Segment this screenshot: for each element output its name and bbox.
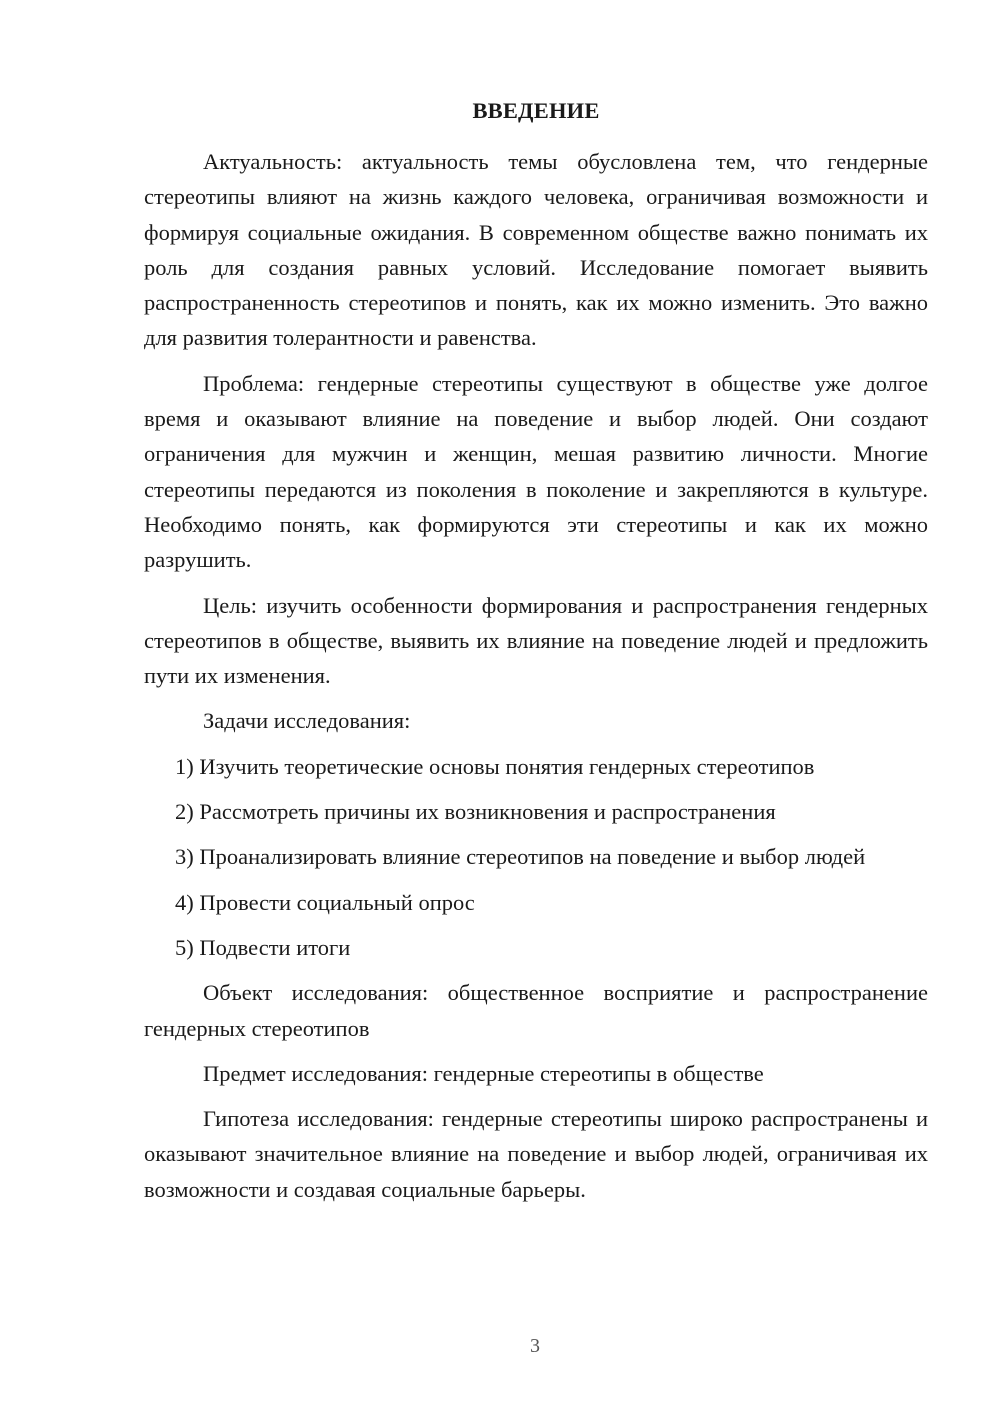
- tasks-list: [144, 749, 928, 965]
- hypothesis-paragraph: Гипотеза исследования: гендерные стереотипы широко распространены и оказывают значительное влияние на поведение и выбор людей, ограничивая их возможности и создавая социальные барьеры.: [144, 1106, 928, 1202]
- relevance-paragraph: Актуальность: актуальность темы обусловлена тем, что гендерные стереотипы влияют на жизнь каждого человека, ограничивая возможности и формируя социальные ожидания. В современном обществе важно понимать их роль для создания равных условий. Исследование помогает выявить распространенность стереотипов и понять, как их можно изменить. Это важно для развития толерантности и равенства.: [144, 149, 928, 351]
- problem-paragraph: Проблема: гендерные стереотипы существуют в обществе уже долгое время и оказывают влияние на поведение и выбор людей. Они создают ограничения для мужчин и женщин, мешая развитию личности. Многие стереотипы передаются из поколения в поколение и закрепляются в культуре. Необходимо понять, как формируются эти стереотипы и как их можно разрушить.: [144, 370, 928, 573]
- task-item: 3) Проанализировать влияние стереотипов на поведение и выбор людей: [175, 844, 866, 870]
- subject-paragraph: Предмет исследования: гендерные стереотипы в обществе: [203, 1060, 764, 1086]
- tasks-label: Задачи исследования:: [203, 708, 411, 734]
- page-number: 3: [530, 1335, 540, 1357]
- goal-paragraph: Цель: изучить особенности формирования и распространения гендерных стереотипов в обществе, выявить их влияние на поведение людей и предложить пути их изменения.: [144, 592, 928, 689]
- task-item: 5) Подвести итоги: [175, 934, 351, 960]
- object-paragraph: Объект исследования: общественное восприятие и распространение гендерных стереотипов: [144, 980, 928, 1041]
- task-item: 2) Рассмотреть причины их возникновения и распространения: [175, 799, 776, 825]
- task-item: 4) Провести социальный опрос: [175, 889, 475, 915]
- task-item: 1) Изучить теоретические основы понятия гендерных стереотипов: [175, 753, 815, 779]
- page-content: [144, 96, 928, 1217]
- section-title: ВВЕДЕНИЕ: [472, 98, 600, 123]
